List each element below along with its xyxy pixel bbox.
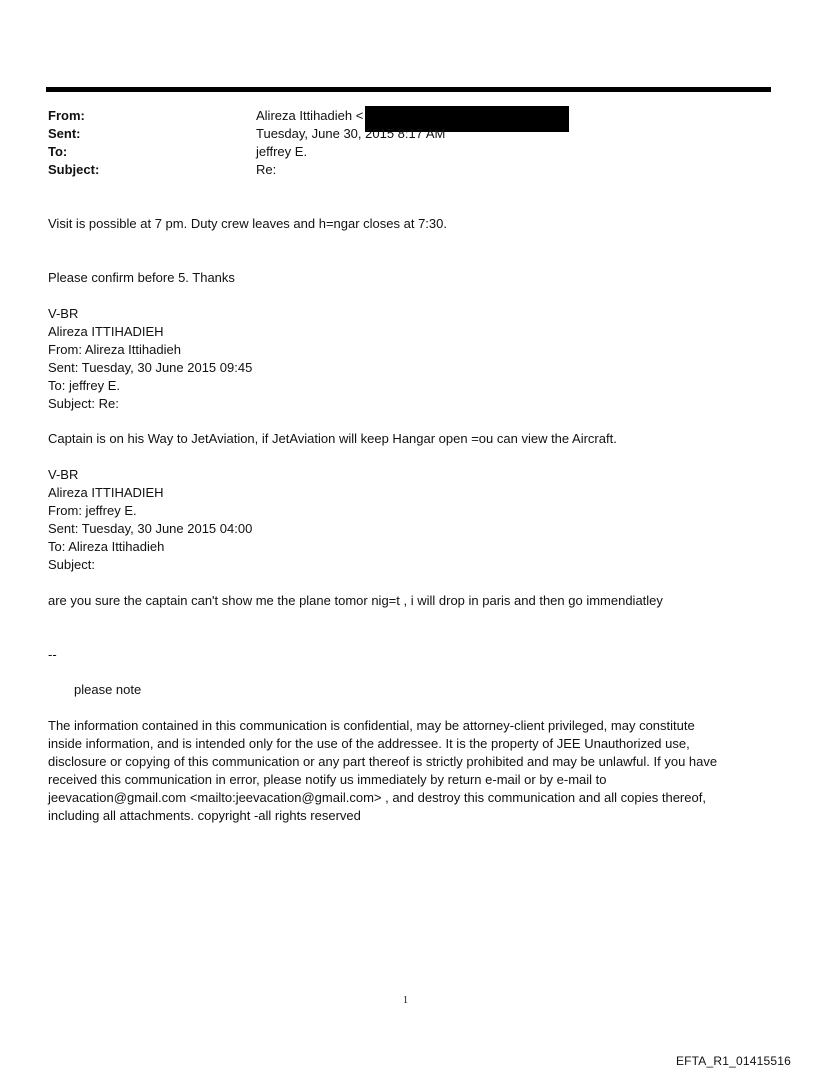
subject-value: Re: [256,162,277,177]
quote2-sent: Sent: Tuesday, 30 June 2015 04:00 [48,521,253,536]
body-line-1: Visit is possible at 7 pm. Duty crew leaves and h=ngar closes at 7:30. [48,216,447,231]
header-rule [46,87,771,92]
quote1-to: To: jeffrey E. [48,378,121,393]
subject-label: Subject: [48,162,100,177]
from-value: Alireza Ittihadieh < [256,108,364,123]
to-label: To: [48,144,68,159]
to-value: jeffrey E. [256,144,308,159]
signature-separator: -- [48,647,57,662]
disclaimer-line: including all attachments. copyright -all rights reserved [48,808,361,823]
quote1-message: Captain is on his Way to JetAviation, if JetAviation will keep Hangar open =ou can view the Aircraft. [48,431,617,446]
disclaimer-line: received this communication in error, please notify us immediately by return e-mail or by e-mail to [48,772,607,787]
from-label: From: [48,108,85,123]
body-line-2: Please confirm before 5. Thanks [48,270,235,285]
disclaimer-line: disclosure or copying of this communication or any part thereof is strictly prohibited and may be unlawful. If you have [48,754,718,769]
quote1-signoff: V-BR [48,306,79,321]
quote2-to: To: Alireza Ittihadieh [48,539,165,554]
quote1-signature: Alireza ITTIHADIEH [48,324,164,339]
disclaimer-line: jeevacation@gmail.com <mailto:jeevacation@gmail.com> , and destroy this communication and all copies thereof, [48,790,706,805]
quote2-signoff: V-BR [48,467,79,482]
quote2-message: are you sure the captain can't show me the plane tomor nig=t , i will drop in paris and then go immendiatley [48,593,663,608]
quote2-subject: Subject: [48,557,95,572]
quote1-subject: Subject: Re: [48,396,119,411]
document-id: EFTA_R1_01415516 [675,1054,791,1068]
disclaimer [48,717,760,825]
disclaimer-line: inside information, and is intended only for the use of the addressee. It is the property of JEE Unauthorized use, [48,736,690,751]
sent-value: Tuesday, June 30, 2015 8:17 AM [256,126,446,141]
quote1-sent: Sent: Tuesday, 30 June 2015 09:45 [48,360,253,375]
page-number: 1 [403,995,408,1006]
please-note: please note [74,682,142,697]
sent-label: Sent: [48,126,81,141]
quote2-signature: Alireza ITTIHADIEH [48,485,164,500]
disclaimer-line: The information contained in this communication is confidential, may be attorney-client privileged, may constitute [48,718,695,733]
quote2-from: From: jeffrey E. [48,503,137,518]
quote1-from: From: Alireza Ittihadieh [48,342,181,357]
